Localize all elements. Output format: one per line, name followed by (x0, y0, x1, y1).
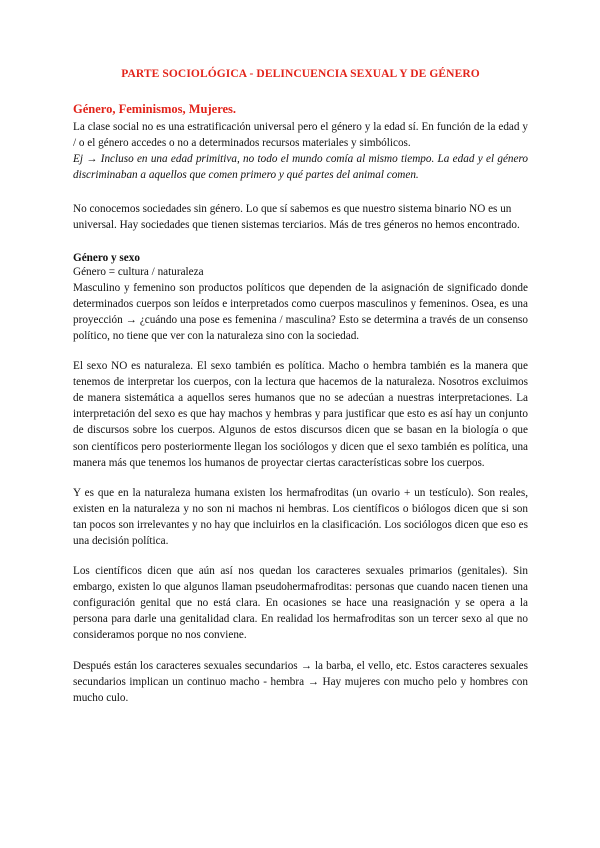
paragraph-example: Ej → Incluso en una edad primitiva, no todo el mundo comía al mismo tiempo. La edad y el género discriminaban a aquellos que comen primero y qué partes del animal comen. (73, 153, 528, 182)
paragraph-hermafroditas: Y es que en la naturaleza humana existen los hermafroditas (un ovario + un testículo). Son reales, existen en la naturaleza y no son ni machos ni hembras. Los científicos o biólogos dicen que si son tan pocos son irrelevantes y no hay que incluirlos en la clasificación. Los sociólogos dicen que eso es una decisión política. (73, 486, 528, 547)
paragraph-sexo-no-naturaleza: El sexo NO es naturaleza. El sexo también es política. Macho o hembra también es la manera que tenemos de interpretar los cuerpos, con la lectura que hacemos de la naturaleza. Nosotros excluimos de manera sistemática a aquellos seres humanos que no se adecúan a nuestras interpretaciones. La interpretación del sexo es que hay machos y hembras y para justificar que esto es así hay un conjunto de discursos sobre los cuerpos. Algunos de estos discursos dicen que se basan en la biología o que son científicos pero posteriormente llegan los sociólogos y dicen que el sexo también es política, una manera más que tenemos los humanos de proyectar ciertas características sobre los cuerpos. (73, 360, 528, 469)
formula-genero: Género = cultura / naturaleza (73, 265, 204, 278)
section-heading-genero-feminismos: Género, Feminismos, Mujeres. (73, 102, 237, 116)
paragraph-caracteres-secundarios: Después están los caracteres sexuales secundarios → la barba, el vello, etc. Estos caracteres sexuales secundarios implican un continuo macho - hembra → Hay mujeres con mucho pelo y hombres con mucho culo. (73, 659, 528, 704)
paragraph-masculino-femenino: Masculino y femenino son productos políticos que dependen de la asignación de significado donde determinados cuerpos son leídos e interpretados como cuerpos masculinos y femeninos. Osea, es una proyección → ¿cuándo una pose es femenina / masculina? Esto se determina a través de un consenso político, no tiene que ver con la naturaleza sino con la sociedad. (73, 281, 528, 342)
document-title: PARTE SOCIOLÓGICA - DELINCUENCIA SEXUAL Y DE GÉNERO (121, 68, 480, 80)
paragraph-caracteres-primarios: Los científicos dicen que aún así nos quedan los caracteres sexuales primarios (genitales). Sin embargo, existen lo que algunos llaman pseudohermafroditas: personas que cuando nacen tienen una configuración genital que no está clara. En ocasiones se hace una reasignación y se opera a la persona para darle una genitalidad clara. En realidad los hermafroditas son un tercer sexo al que no consideramos porque no nos conviene. (73, 565, 528, 642)
paragraph-sociedades-sin-genero: No conocemos sociedades sin género. Lo que sí sabemos es que nuestro sistema binario NO es un universal. Hay sociedades que tienen sistemas terciarios. Más de tres géneros no hemos encontrado. (73, 203, 520, 232)
paragraph-clase-social: La clase social no es una estratificación universal pero el género y la edad sí. En función de la edad y / o el género accedes o no a determinados recursos materiales y simbólicos. (73, 121, 528, 150)
section-heading-genero-sexo: Género y sexo (73, 251, 140, 264)
